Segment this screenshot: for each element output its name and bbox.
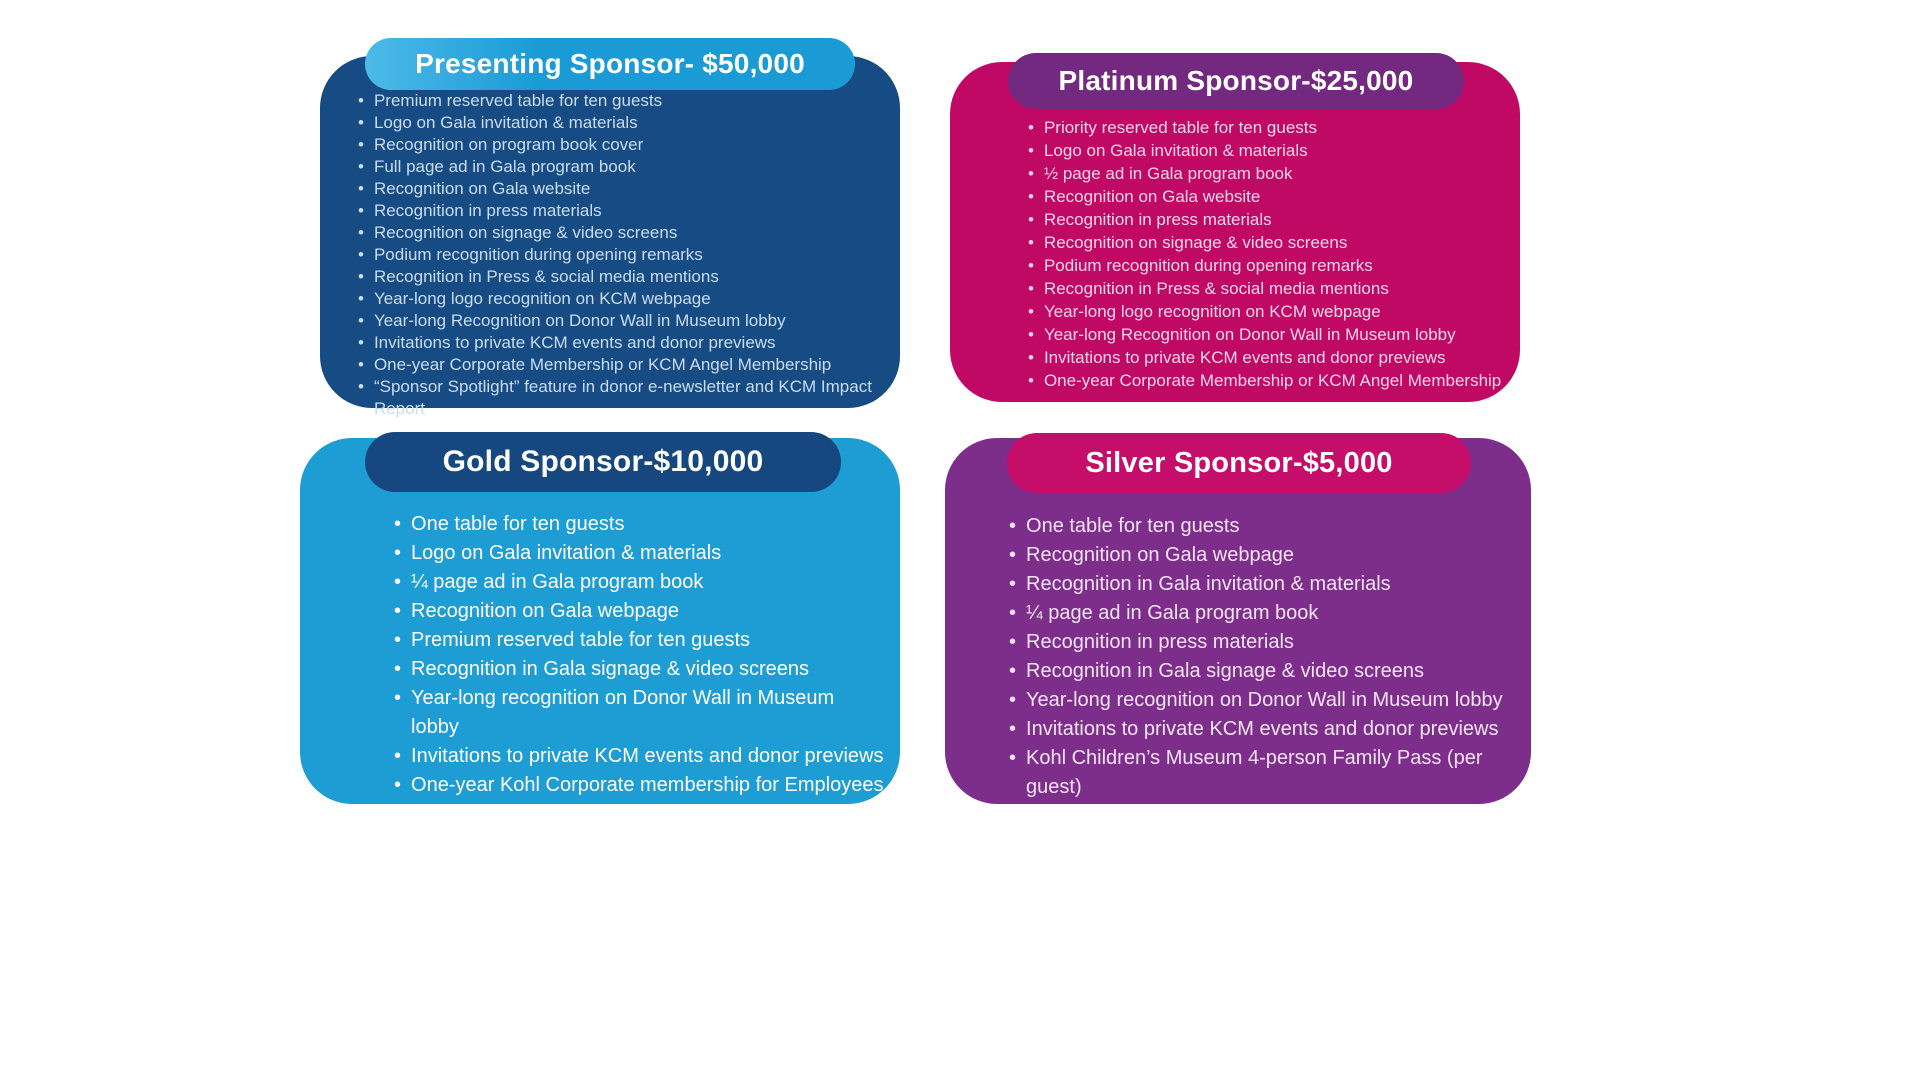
- benefit-item: [358, 244, 884, 266]
- benefit-item: [1028, 254, 1506, 277]
- bullet-icon: •: [1009, 718, 1017, 740]
- bullet-icon: •: [394, 542, 402, 564]
- bullet-icon: •: [394, 774, 402, 796]
- benefit-text: Recognition on signage & video screens: [373, 223, 678, 242]
- benefit-text: One table for ten guests: [411, 513, 625, 535]
- benefit-text: Recognition in Press & social media mentions: [1043, 279, 1389, 298]
- benefit-text: Recognition on program book cover: [373, 135, 644, 154]
- benefit-text: Recognition in Gala invitation & materials: [1026, 573, 1391, 595]
- benefit-item: [1028, 277, 1506, 300]
- benefit-text: Recognition in Gala signage & video screens: [411, 658, 810, 680]
- benefit-item: [358, 354, 884, 376]
- benefit-text: Year-long recognition on Donor Wall in Museum lobby: [411, 687, 835, 738]
- gold-header-pill: [365, 432, 841, 492]
- benefit-text: One table for ten guests: [1026, 515, 1240, 537]
- benefit-item: [1028, 231, 1506, 254]
- benefit-item: [394, 568, 886, 597]
- bullet-icon: •: [1028, 348, 1034, 367]
- benefit-text: Invitations to private KCM events and donor previews: [1043, 348, 1446, 367]
- benefit-item: [394, 684, 886, 742]
- sponsor-card-platinum: [950, 62, 1520, 402]
- benefit-text: Year-long Recognition on Donor Wall in Museum lobby: [1043, 325, 1456, 344]
- benefit-item: [1009, 628, 1517, 657]
- bullet-icon: •: [358, 157, 364, 176]
- benefit-text: Recognition on Gala website: [373, 179, 591, 198]
- bullet-icon: •: [394, 658, 402, 680]
- bullet-icon: •: [1009, 689, 1017, 711]
- benefit-text: One-year Corporate Membership or KCM Angel Membership: [373, 355, 832, 374]
- platinum-title: Platinum Sponsor-$25,000: [1058, 65, 1414, 96]
- benefit-text: Recognition on Gala webpage: [1026, 544, 1294, 566]
- benefit-text: Recognition in press materials: [373, 201, 602, 220]
- bullet-icon: •: [358, 245, 364, 264]
- benefit-item: [1028, 346, 1506, 369]
- bullet-icon: •: [1009, 515, 1017, 537]
- benefit-text: Recognition on Gala webpage: [411, 600, 679, 622]
- benefit-text: One-year Kohl Corporate membership for Employees: [411, 774, 884, 796]
- platinum-benefits-list: [950, 62, 1520, 392]
- gold-benefits-list: [300, 438, 900, 800]
- benefit-text: Kohl Children’s Museum 4-person Family Pass (per guest): [1026, 747, 1483, 798]
- presenting-title: Presenting Sponsor- $50,000: [415, 48, 805, 79]
- bullet-icon: •: [1028, 233, 1034, 252]
- silver-header-pill: [1007, 433, 1471, 493]
- bullet-icon: •: [358, 333, 364, 352]
- benefit-item: [1028, 323, 1506, 346]
- benefit-item: [1009, 715, 1517, 744]
- bullet-icon: •: [1009, 660, 1017, 682]
- benefit-text: Recognition in press materials: [1043, 210, 1272, 229]
- benefit-text: ¼ page ad in Gala program book: [411, 571, 704, 593]
- bullet-icon: •: [1009, 602, 1017, 624]
- benefit-item: [1009, 599, 1517, 628]
- benefit-item: [1009, 686, 1517, 715]
- benefit-text: Podium recognition during opening remarks: [373, 245, 703, 264]
- bullet-icon: •: [1009, 747, 1017, 769]
- benefit-text: ¼ page ad in Gala program book: [1026, 602, 1319, 624]
- benefit-text: Invitations to private KCM events and donor previews: [373, 333, 776, 352]
- bullet-icon: •: [1028, 325, 1034, 344]
- bullet-icon: •: [394, 513, 402, 535]
- benefit-item: [394, 597, 886, 626]
- benefit-text: One-year Corporate Membership or KCM Angel Membership: [1043, 371, 1502, 390]
- benefit-item: [358, 288, 884, 310]
- bullet-icon: •: [1028, 164, 1034, 183]
- benefit-item: [358, 112, 884, 134]
- benefit-text: Recognition in press materials: [1026, 631, 1294, 653]
- benefit-text: Recognition on Gala website: [1043, 187, 1261, 206]
- bullet-icon: •: [1028, 256, 1034, 275]
- bullet-icon: •: [358, 355, 364, 374]
- bullet-icon: •: [1009, 544, 1017, 566]
- benefit-item: [358, 200, 884, 222]
- bullet-icon: •: [358, 267, 364, 286]
- bullet-icon: •: [358, 201, 364, 220]
- bullet-icon: •: [394, 745, 402, 767]
- bullet-icon: •: [1028, 302, 1034, 321]
- bullet-icon: •: [394, 571, 402, 593]
- bullet-icon: •: [1028, 187, 1034, 206]
- benefit-text: Invitations to private KCM events and donor previews: [411, 745, 884, 767]
- benefit-text: “Sponsor Spotlight” feature in donor e-newsletter and KCM Impact Report: [373, 377, 872, 418]
- bullet-icon: •: [358, 223, 364, 242]
- silver-title: Silver Sponsor-$5,000: [1085, 446, 1393, 479]
- benefit-text: Podium recognition during opening remarks: [1043, 256, 1373, 275]
- benefit-item: [358, 134, 884, 156]
- benefit-item: [1009, 570, 1517, 599]
- benefit-item: [358, 156, 884, 178]
- benefit-item: [1028, 300, 1506, 323]
- benefit-text: Full page ad in Gala program book: [373, 157, 636, 176]
- benefit-item: [1028, 139, 1506, 162]
- benefit-item: [358, 332, 884, 354]
- benefit-item: [1009, 541, 1517, 570]
- bullet-icon: •: [1028, 210, 1034, 229]
- benefit-text: Premium reserved table for ten guests: [411, 629, 751, 651]
- bullet-icon: •: [394, 687, 402, 709]
- sponsor-card-presenting: [320, 48, 900, 418]
- benefit-item: [394, 742, 886, 771]
- benefit-item: [394, 510, 886, 539]
- benefit-text: Year-long Recognition on Donor Wall in Museum lobby: [373, 311, 786, 330]
- bullet-icon: •: [394, 629, 402, 651]
- benefit-text: Year-long recognition on Donor Wall in Museum lobby: [1026, 689, 1503, 711]
- bullet-icon: •: [1009, 573, 1017, 595]
- benefit-text: Premium reserved table for ten guests: [373, 91, 663, 110]
- benefit-text: ½ page ad in Gala program book: [1043, 164, 1293, 183]
- benefit-item: [358, 266, 884, 288]
- bullet-icon: •: [358, 91, 364, 110]
- benefit-item: [1028, 208, 1506, 231]
- bullet-icon: •: [1028, 141, 1034, 160]
- benefit-text: Logo on Gala invitation & materials: [411, 542, 722, 564]
- benefit-text: Logo on Gala invitation & materials: [373, 113, 638, 132]
- benefit-item: [1009, 744, 1517, 802]
- benefit-text: Logo on Gala invitation & materials: [1043, 141, 1308, 160]
- benefit-item: [1028, 162, 1506, 185]
- benefit-item: [358, 178, 884, 200]
- presenting-header-pill: [365, 38, 855, 90]
- bullet-icon: •: [358, 311, 364, 330]
- benefit-item: [1028, 116, 1506, 139]
- benefit-text: Year-long logo recognition on KCM webpage: [373, 289, 711, 308]
- benefit-item: [394, 539, 886, 568]
- bullet-icon: •: [358, 113, 364, 132]
- benefit-item: [1028, 185, 1506, 208]
- sponsor-card-gold: [300, 438, 900, 804]
- benefit-item: [1009, 512, 1517, 541]
- sponsor-card-silver: [945, 438, 1531, 804]
- bullet-icon: •: [358, 179, 364, 198]
- benefit-item: [358, 90, 884, 112]
- benefit-item: [394, 626, 886, 655]
- benefit-text: Recognition in Gala signage & video screens: [1026, 660, 1425, 682]
- bullet-icon: •: [358, 377, 364, 396]
- bullet-icon: •: [394, 600, 402, 622]
- benefit-text: Priority reserved table for ten guests: [1043, 118, 1318, 137]
- benefit-item: [394, 655, 886, 684]
- benefit-item: [358, 310, 884, 332]
- bullet-icon: •: [358, 135, 364, 154]
- bullet-icon: •: [1009, 631, 1017, 653]
- benefit-item: [358, 222, 884, 244]
- bullet-icon: •: [1028, 118, 1034, 137]
- bullet-icon: •: [1028, 279, 1034, 298]
- presenting-benefits-list: [320, 56, 900, 420]
- bullet-icon: •: [1028, 371, 1034, 390]
- benefit-item: [358, 376, 884, 420]
- benefit-text: Invitations to private KCM events and donor previews: [1026, 718, 1499, 740]
- benefit-text: Recognition in Press & social media mentions: [373, 267, 719, 286]
- bullet-icon: •: [358, 289, 364, 308]
- benefit-item: [1028, 369, 1506, 392]
- gold-title: Gold Sponsor-$10,000: [442, 445, 764, 478]
- benefit-text: Year-long logo recognition on KCM webpage: [1043, 302, 1381, 321]
- benefit-item: [1009, 657, 1517, 686]
- platinum-header-pill: [1008, 53, 1464, 109]
- benefit-item: [394, 771, 886, 800]
- benefit-text: Recognition on signage & video screens: [1043, 233, 1348, 252]
